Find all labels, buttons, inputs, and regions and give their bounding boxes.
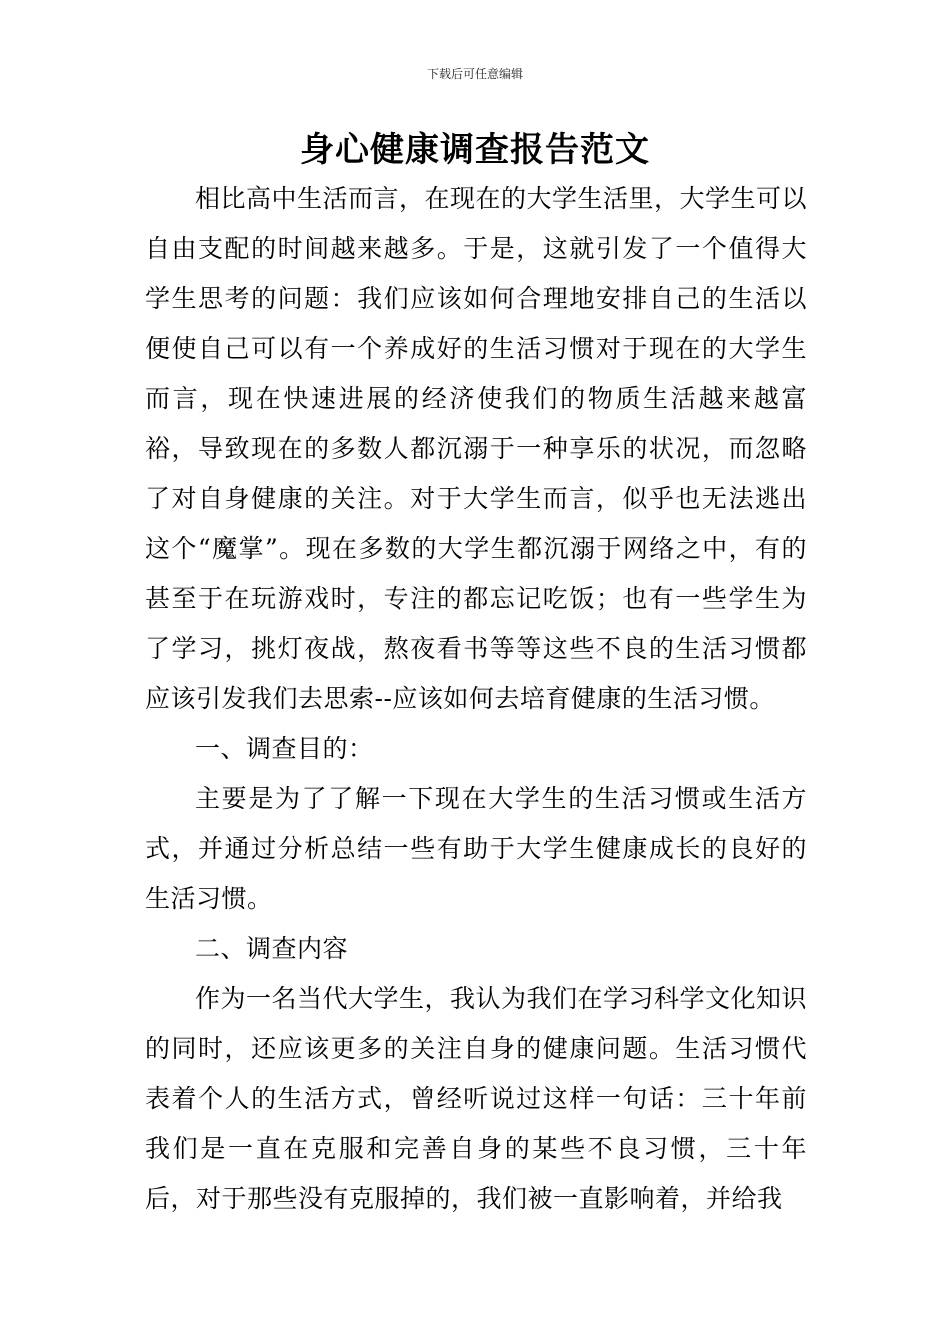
paragraph-content: 作为一名当代大学生，我认为我们在学习科学文化知识的同时，还应该更多的关注自身的健康问题。生活习惯代表着个人的生活方式，曾经听说过这样一句话：三十年前我们是一直在克服和完善自身的某些不良习惯，三十年后，对于那些没有克服掉的，我们被一直影响着，并给我 (145, 984, 808, 1213)
paragraph-intro: 相比高中生活而言，在现在的大学生活里，大学生可以自由支配的时间越来越多。于是，这就引发了一个值得大学生思考的问题：我们应该如何合理地安排自己的生活以便使自己可以有一个养成好的生活习惯对于现在的大学生而言，现在快速进展的经济使我们的物质生活越来越富裕，导致现在的多数人都沉溺于一种享乐的状况，而忽略了对自身健康的关注。对于大学生而言，似乎也无法逃出这个“魔掌”。现在多数的大学生都沉溺于网络之中，有的甚至于在玩游戏时，专注的都忘记吃饭；也有一些学生为了学习，挑灯夜战，熬夜看书等等这些不良的生活习惯都应该引发我们去思索--应该如何去培育健康的生活习惯。 (145, 184, 808, 713)
paragraph-purpose: 主要是为了了解一下现在大学生的生活习惯或生活方式，并通过分析总结一些有助于大学生健康成长的良好的生活习惯。 (145, 784, 807, 913)
section-heading-content: 二、调查内容 (195, 934, 349, 963)
document-title: 身心健康调查报告范文 (300, 130, 650, 170)
document-body (145, 174, 807, 1224)
section-heading-purpose: 一、调查目的： (195, 734, 374, 763)
header-note: 下载后可任意编辑 (426, 67, 523, 81)
